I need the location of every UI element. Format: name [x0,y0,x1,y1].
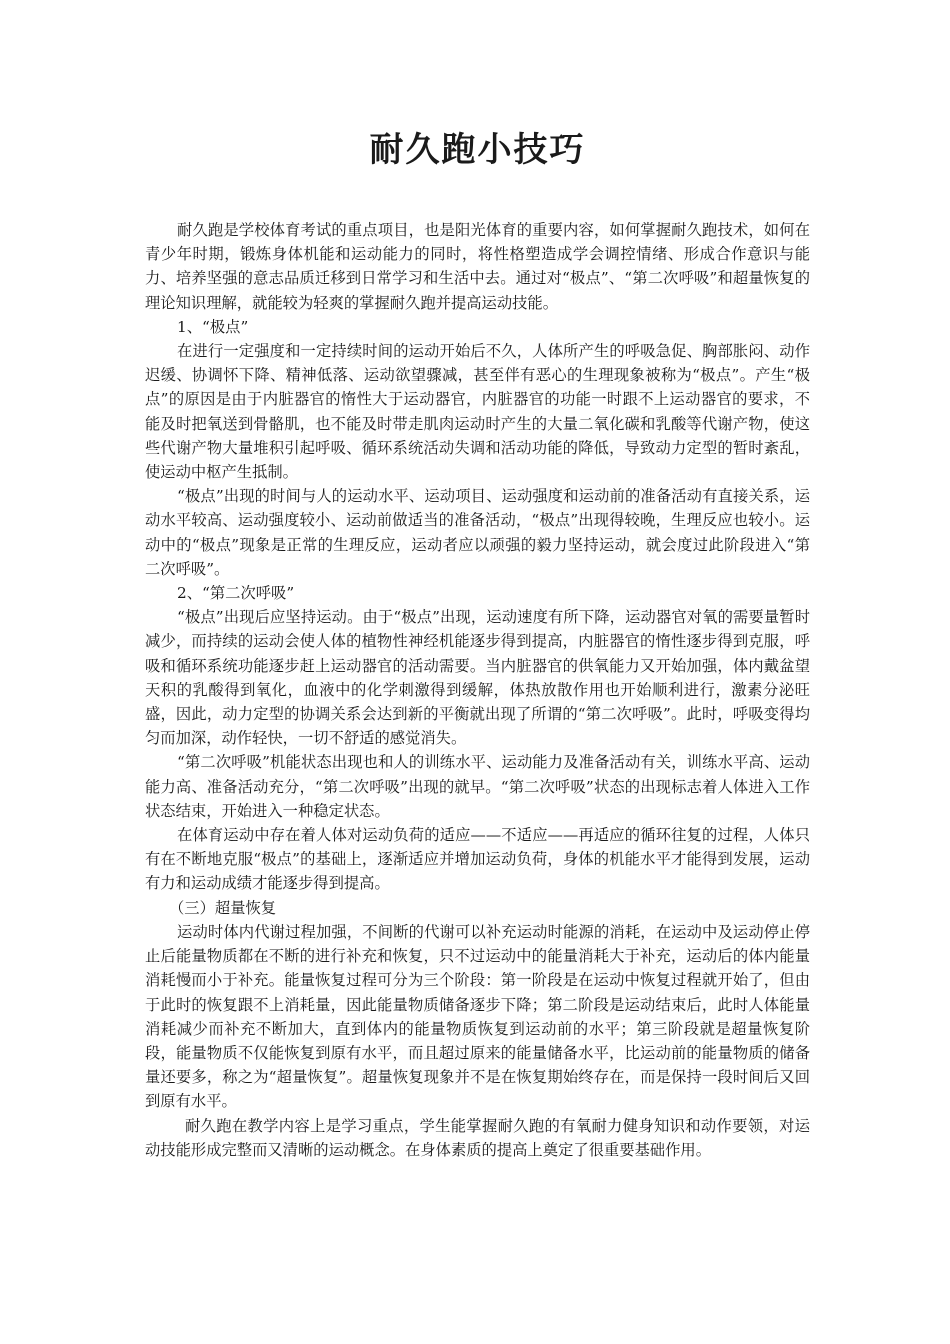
body-paragraph: 在进行一定强度和一定持续时间的运动开始后不久，人体所产生的呼吸急促、胸部胀闷、动作迟缓、协调怀下降、精神低落、运动欲望骤减，甚至伴有恶心的生理现象被称为“极点”。产生“极点”的原因是由于内脏器官的惰性大于运动器官，内脏器官的功能一时跟不上运动器官的要求，不能及时把氧送到骨骼肌，也不能及时带走肌肉运动时产生的大量二氧化碳和乳酸等代谢产物，使这些代谢产物大量堆积引起呼吸、循环系统活动失调和活动功能的降低，导致动力定型的暂时紊乱，使运动中枢产生抵制。 [145,342,810,482]
conclusion-paragraph: 耐久跑在教学内容上是学习重点，学生能掌握耐久跑的有氧耐力健身知识和动作要领，对运动技能形成完整而又清晰的运动概念。在身体素质的提高上奠定了很重要基础作用。 [145,1116,810,1159]
body-paragraph: “第二次呼吸”机能状态出现也和人的训练水平、运动能力及准备活动有关，训练水平高、运动能力高、准备活动充分，“第二次呼吸”出现的就早。“第二次呼吸”状态的出现标志着人体进入工作状态结束，开始进入一种稳定状态。 [145,753,810,820]
body-paragraph: 在体育运动中存在着人体对运动负荷的适应——不适应——再适应的循环往复的过程，人体只有在不断地克服“极点”的基础上，逐渐适应并增加运动负荷，身体的机能水平才能得到发展，运动有力和运动成绩才能逐步得到提高。 [145,826,810,893]
body-paragraph: “极点”出现的时间与人的运动水平、运动项目、运动强度和运动前的准备活动有直接关系，运动水平较高、运动强度较小、运动前做适当的准备活动，“极点”出现得较晚，生理反应也较小。运动中的“极点”现象是正常的生理反应，运动者应以顽强的毅力坚持运动，就会度过此阶段进入“第二次呼吸”。 [145,487,810,578]
intro-paragraph: 耐久跑是学校体育考试的重点项目，也是阳光体育的重要内容，如何掌握耐久跑技术，如何在青少年时期，锻炼身体机能和运动能力的同时，将性格塑造成学会调控情绪、形成合作意识与能力、培养坚强的意志品质迁移到日常学习和生活中去。通过对“极点”、“第二次呼吸”和超量恢复的理论知识理解，就能较为轻爽的掌握耐久跑并提高运动技能。 [145,221,810,312]
section-heading-polar-point: 1、“极点” [177,317,249,336]
document-title: 耐久跑小技巧 [369,130,586,170]
body-paragraph: “极点”出现后应坚持运动。由于“极点”出现，运动速度有所下降，运动器官对氧的需要量暂时减少，而持续的运动会使人体的植物性神经机能逐步得到提高，内脏器官的惰性逐步得到克服，呼吸和循环系统功能逐步赶上运动器官的活动需要。当内脏器官的供氧能力又开始加强，体内戴盆望天积的乳酸得到氧化，血液中的化学刺激得到缓解，体热放散作用也开始顺利进行，激素分泌旺盛，因此，动力定型的协调关系会达到新的平衡就出现了所谓的“第二次呼吸”。此时，呼吸变得均匀而加深，动作轻快，一切不舒适的感觉消失。 [145,608,810,748]
body-paragraph: 运动时体内代谢过程加强，不间断的代谢可以补充运动时能源的消耗，在运动中及运动停止停止后能量物质都在不断的进行补充和恢复，只不过运动中的能量消耗大于补充，运动后的体内能量消耗慢而小于补充。能量恢复过程可分为三个阶段：第一阶段是在运动中恢复过程就开始了，但由于此时的恢复跟不上消耗量，因此能量物质储备逐步下降；第二阶段是运动结束后，此时人体能量消耗减少而补充不断加大，直到体内的能量物质恢复到运动前的水平；第三阶段就是超量恢复阶段，能量物质不仅能恢复到原有水平，而且超过原来的能量储备水平，比运动前的能量物质的储备量还要多，称之为“超量恢复”。超量恢复现象并不是在恢复期始终存在，而是保持一段时间后又回到原有水平。 [145,922,810,1111]
document-body [145,218,810,1162]
section-heading-second-wind: 2、“第二次呼吸” [177,584,295,603]
section-heading-supercompensation: （三）超量恢复 [169,898,277,917]
